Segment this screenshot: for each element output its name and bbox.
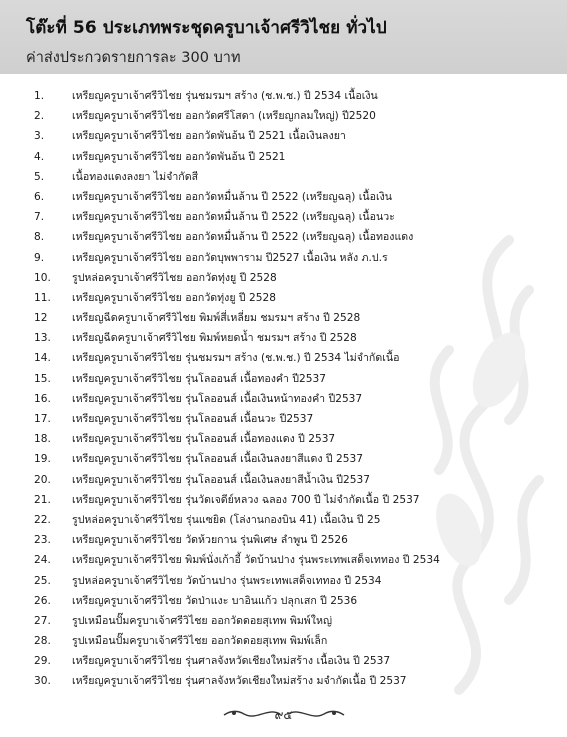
item-text: เหรียญครูบาเจ้าศรีวิไชย รุ่นชมรมฯ สร้าง (ช.พ.ช.) ปี 2534 เนื้อเงิน xyxy=(72,90,378,102)
item-text: เหรียญครูบาเจ้าศรีวิไชย ออกวัดทุ่งยู ปี 2528 xyxy=(72,291,276,304)
item-text: รูปหล่อครูบาเจ้าศรีวิไชย รุ่นแซยิด (โล่งานกองบิน 41) เนื้อเงิน ปี 25 xyxy=(72,513,381,526)
footer-ornament-right-icon xyxy=(286,705,346,723)
list-item xyxy=(34,611,554,631)
list-item xyxy=(34,449,554,469)
item-number: 4. xyxy=(34,150,45,163)
item-number: 24. xyxy=(34,554,51,567)
item-number: 5. xyxy=(34,170,45,183)
item-text: เหรียญครูบาเจ้าศรีวิไชย ออกวัดหมื่นล้าน ปี 2522 (เหรียญฉลุ) เนื้อนวะ xyxy=(72,211,395,224)
list-item xyxy=(34,550,554,570)
item-text: เหรียญครูบาเจ้าศรีวิไชย รุ่นโลออนส์ เนื้อเงินลงยาสีแดง ปี 2537 xyxy=(72,453,363,466)
list-item xyxy=(34,328,554,348)
list-item xyxy=(34,308,554,328)
item-text: รูปเหมือนปั๊มครูบาเจ้าศรีวิไชย ออกวัดดอยสุเทพ พิมพ์ใหญ่ xyxy=(72,614,332,627)
item-text: เหรียญครูบาเจ้าศรีวิไชย ออกวัดพันอ้น ปี 2521 xyxy=(72,150,286,163)
item-number: 25. xyxy=(34,574,51,587)
item-text: เหรียญครูบาเจ้าศรีวิไชย รุ่นโลออนส์ เนื้อเงินหน้าทองคำ ปี2537 xyxy=(72,392,363,405)
item-number: 15. xyxy=(34,372,51,385)
list-item xyxy=(34,86,554,106)
list-item xyxy=(34,409,554,429)
header-band xyxy=(0,0,567,74)
list-item xyxy=(34,571,554,591)
item-number: 26. xyxy=(34,594,51,607)
item-text: เหรียญครูบาเจ้าศรีวิไชย ออกวัดหมื่นล้าน ปี 2522 (เหรียญฉลุ) เนื้อทองแดง xyxy=(72,231,414,244)
list-item xyxy=(34,268,554,288)
item-text: เหรียญครูบาเจ้าศรีวิไชย วัดห้วยกาน รุ่นพิเศษ ลำพูน ปี 2526 xyxy=(72,534,348,547)
item-number: 11. xyxy=(34,291,51,304)
item-text: เหรียญครูบาเจ้าศรีวิไชย รุ่นโลออนส์ เนื้อทองแดง ปี 2537 xyxy=(72,433,336,446)
entry-list xyxy=(34,86,554,692)
list-item xyxy=(34,510,554,530)
item-text: เหรียญครูบาเจ้าศรีวิไชย ออกวัดศรีโสดา (เหรียญกลมใหญ่) ปี2520 xyxy=(72,110,376,123)
list-item xyxy=(34,147,554,167)
item-number: 28. xyxy=(34,635,51,648)
item-text: เนื้อทองแดงลงยา ไม่จำกัดสี xyxy=(72,170,199,183)
item-text: เหรียญครูบาเจ้าศรีวิไชย รุ่นวัดเจดีย์หลวง ฉลอง 700 ปี ไม่จำกัดเนื้อ ปี 2537 xyxy=(72,493,420,506)
item-number: 7. xyxy=(34,211,45,224)
page-title: โต๊ะที่ 56 ประเภทพระชุดครูบาเจ้าศรีวิไชย ทั่วไป xyxy=(26,18,387,38)
item-text: เหรียญครูบาเจ้าศรีวิไชย ออกวัดพันอ้น ปี 2521 เนื้อเงินลงยา xyxy=(72,130,346,143)
list-item xyxy=(34,470,554,490)
list-item xyxy=(34,248,554,268)
item-number: 10. xyxy=(34,271,51,284)
list-item xyxy=(34,187,554,207)
item-number: 14. xyxy=(34,352,51,365)
list-item xyxy=(34,429,554,449)
item-number: 17. xyxy=(34,413,51,425)
list-item xyxy=(34,106,554,126)
item-number: 18. xyxy=(34,433,51,446)
page-subtitle: ค่าส่งประกวดรายการละ 300 บาท xyxy=(26,50,241,66)
item-text: เหรียญฉีดครูบาเจ้าศรีวิไชย พิมพ์สี่เหลี่ยม ชมรมฯ สร้าง ปี 2528 xyxy=(72,312,361,325)
item-number: 29. xyxy=(34,655,51,668)
list-item xyxy=(34,671,554,691)
item-number: 21. xyxy=(34,493,51,506)
item-text: รูปหล่อครูบาเจ้าศรีวิไชย วัดบ้านปาง รุ่นพระเทพเสด็จเททอง ปี 2534 xyxy=(72,574,382,587)
list-item xyxy=(34,167,554,187)
list-item xyxy=(34,530,554,550)
list-item xyxy=(34,227,554,247)
item-text: เหรียญครูบาเจ้าศรีวิไชย ออกวัดบุพพาราม ปี2527 เนื้อเงิน หลัง ภ.ป.ร xyxy=(72,251,388,264)
item-text: เหรียญครูบาเจ้าศรีวิไชย รุ่นศาลจังหวัดเชียงใหม่สร้าง มจำกัดเนื้อ ปี 2537 xyxy=(72,675,407,688)
item-number: 9. xyxy=(34,251,45,264)
list-item xyxy=(34,288,554,308)
item-text: เหรียญครูบาเจ้าศรีวิไชย ออกวัดหมื่นล้าน ปี 2522 (เหรียญฉลุ) เนื้อเงิน xyxy=(72,190,392,203)
list-item xyxy=(34,490,554,510)
item-number: 30. xyxy=(34,675,51,688)
item-number: 16. xyxy=(34,392,51,405)
item-text: เหรียญฉีดครูบาเจ้าศรีวิไชย พิมพ์หยดน้ำ ชมรมฯ สร้าง ปี 2528 xyxy=(72,332,357,345)
page-number: ๙๕ xyxy=(274,708,293,722)
item-text: รูปเหมือนปั๊มครูบาเจ้าศรีวิไชย ออกวัดดอยสุเทพ พิมพ์เล็ก xyxy=(72,635,328,648)
item-text: เหรียญครูบาเจ้าศรีวิไชย วัดป่าแงะ บาอินแก้ว ปลุกเสก ปี 2536 xyxy=(72,594,358,607)
list-item xyxy=(34,651,554,671)
list-item xyxy=(34,126,554,146)
item-number: 13. xyxy=(34,332,51,345)
item-number: 19. xyxy=(34,453,51,466)
list-item xyxy=(34,389,554,409)
item-text: เหรียญครูบาเจ้าศรีวิไชย รุ่นโลออนส์ เนื้อทองคำ ปี2537 xyxy=(72,372,326,385)
item-text: เหรียญครูบาเจ้าศรีวิไชย รุ่นโลออนส์ เนื้อนวะ ปี2537 xyxy=(72,413,314,425)
item-number: 22. xyxy=(34,513,51,526)
item-number: 2. xyxy=(34,110,45,123)
item-number: 20. xyxy=(34,473,51,486)
item-text: เหรียญครูบาเจ้าศรีวิไชย รุ่นชมรมฯ สร้าง (ช.พ.ช.) ปี 2534 ไม่จำกัดเนื้อ xyxy=(72,352,400,365)
item-number: 8. xyxy=(34,231,45,244)
list-item xyxy=(34,207,554,227)
list-item xyxy=(34,631,554,651)
item-number: 6. xyxy=(34,190,45,203)
list-item xyxy=(34,348,554,368)
item-text: เหรียญครูบาเจ้าศรีวิไชย รุ่นโลออนส์ เนื้อเงินลงยาสีน้ำเงิน ปี2537 xyxy=(72,473,370,486)
item-text: รูปหล่อครูบาเจ้าศรีวิไชย ออกวัดทุ่งยู ปี 2528 xyxy=(72,271,277,284)
item-number: 23. xyxy=(34,534,51,547)
item-text: เหรียญครูบาเจ้าศรีวิไชย พิมพ์นั่งเก้าอี้ วัดบ้านปาง รุ่นพระเทพเสด็จเททอง ปี 2534 xyxy=(72,554,440,567)
item-number: 3. xyxy=(34,130,45,143)
item-number: 12 xyxy=(34,312,48,325)
list-item xyxy=(34,591,554,611)
item-number: 1. xyxy=(34,90,45,102)
list-item xyxy=(34,369,554,389)
item-text: เหรียญครูบาเจ้าศรีวิไชย รุ่นศาลจังหวัดเชียงใหม่สร้าง เนื้อเงิน ปี 2537 xyxy=(72,655,391,668)
item-number: 27. xyxy=(34,614,51,627)
